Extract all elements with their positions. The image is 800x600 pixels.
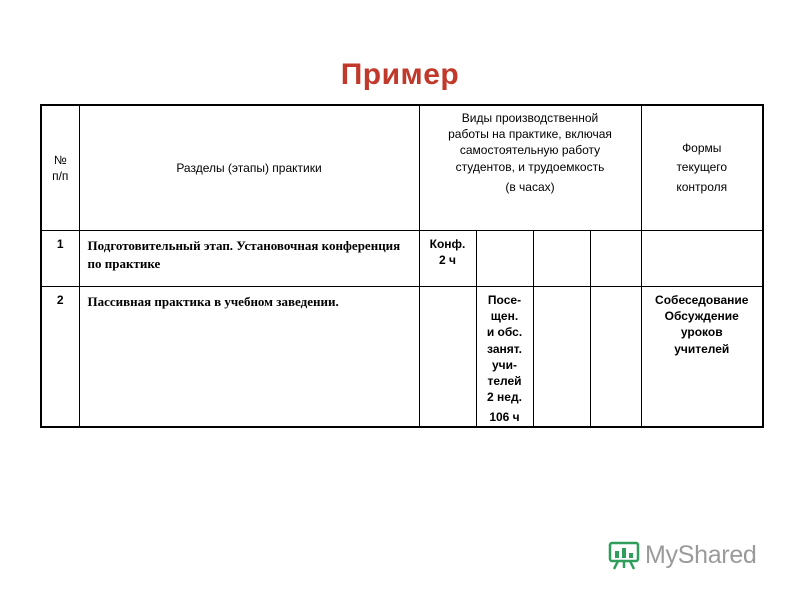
row-forms — [641, 231, 763, 287]
watermark-logo — [608, 538, 757, 572]
row-empty-cell — [533, 231, 590, 287]
row-work-cell: Конф. 2 ч — [419, 231, 476, 287]
header-sections: Разделы (этапы) практики — [79, 105, 419, 231]
row-section: Пассивная практика в учебном заведении. — [79, 287, 419, 427]
header-forms: Формы текущего контроля — [641, 105, 763, 231]
watermark-text: MyShared — [645, 540, 757, 569]
row-empty-cell — [590, 287, 641, 427]
header-works-hours: (в часах) — [505, 179, 555, 194]
practice-table — [40, 104, 764, 428]
row-empty-cell — [419, 287, 476, 427]
table-row — [41, 287, 763, 427]
row-section: Подготовительный этап. Установочная конференция по практике — [79, 231, 419, 287]
row-forms: Собеседование Обсуждение уроков учителей — [641, 287, 763, 427]
table-row — [41, 231, 763, 287]
row-work-text: Посе- щен. и обс. занят. учи- телей 2 нед. — [486, 293, 523, 405]
table-header-row — [41, 105, 763, 231]
row-work-hours: 106 ч — [489, 410, 520, 425]
myshared-logo-icon — [608, 539, 640, 571]
header-works — [419, 105, 641, 231]
row-num: 2 — [41, 287, 79, 427]
row-num: 1 — [41, 231, 79, 287]
row-empty-cell — [476, 231, 533, 287]
row-empty-cell — [590, 231, 641, 287]
page-title: Пример — [340, 58, 460, 91]
header-num: № п/п — [41, 105, 79, 231]
row-work-cell — [476, 287, 533, 427]
header-works-text: Виды производственной работы на практике, включая самостоятельную работу студентов, и трудоемкость — [448, 111, 612, 174]
row-empty-cell — [533, 287, 590, 427]
